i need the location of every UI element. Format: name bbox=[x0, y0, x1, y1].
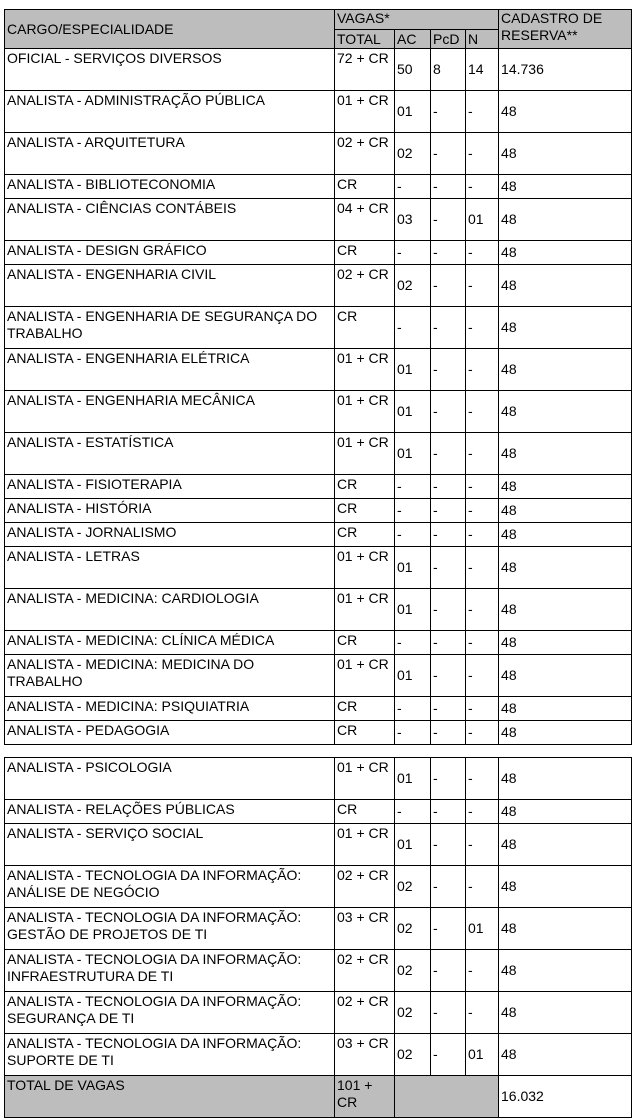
cargo-cell: ANALISTA - MEDICINA: CARDIOLOGIA bbox=[5, 589, 335, 631]
pcd-cell: - bbox=[431, 758, 466, 800]
pcd-cell: - bbox=[431, 824, 466, 866]
vacancy-table-part1 bbox=[4, 9, 632, 745]
cargo-cell: ANALISTA - SERVIÇO SOCIAL bbox=[5, 824, 335, 866]
table-row bbox=[5, 433, 632, 475]
total-cell: CR bbox=[335, 241, 395, 265]
cadastro-cell: 48 bbox=[499, 800, 632, 824]
ac-cell: 01 bbox=[395, 91, 431, 133]
total-cell: 01 + CR bbox=[335, 589, 395, 631]
ac-cell: 02 bbox=[395, 265, 431, 307]
total-cell: 01 + CR bbox=[335, 391, 395, 433]
table-row bbox=[5, 523, 632, 547]
table-row bbox=[5, 307, 632, 349]
cadastro-cell: 48 bbox=[499, 547, 632, 589]
table-row bbox=[5, 992, 632, 1034]
header-ac: AC bbox=[395, 30, 431, 49]
cargo-cell: ANALISTA - DESIGN GRÁFICO bbox=[5, 241, 335, 265]
pcd-cell: - bbox=[431, 631, 466, 655]
pcd-cell: - bbox=[431, 1034, 466, 1076]
table-row bbox=[5, 175, 632, 199]
cadastro-cell: 48 bbox=[499, 391, 632, 433]
pcd-cell: - bbox=[431, 391, 466, 433]
ac-cell: - bbox=[395, 175, 431, 199]
cargo-cell: ANALISTA - JORNALISMO bbox=[5, 523, 335, 547]
header-vagas: VAGAS* bbox=[335, 10, 499, 30]
total-cell: 01 + CR bbox=[335, 547, 395, 589]
table-row bbox=[5, 133, 632, 175]
ac-cell: - bbox=[395, 475, 431, 499]
total-cell: CR bbox=[335, 697, 395, 721]
total-cell: CR bbox=[335, 499, 395, 523]
pcd-cell: - bbox=[431, 523, 466, 547]
cargo-cell: ANALISTA - ARQUITETURA bbox=[5, 133, 335, 175]
cadastro-cell: 48 bbox=[499, 655, 632, 697]
n-cell: - bbox=[466, 655, 499, 697]
cargo-cell: ANALISTA - FISIOTERAPIA bbox=[5, 475, 335, 499]
cadastro-cell: 48 bbox=[499, 133, 632, 175]
cadastro-cell: 48 bbox=[499, 866, 632, 908]
total-cell: 01 + CR bbox=[335, 655, 395, 697]
ac-cell: 02 bbox=[395, 992, 431, 1034]
pcd-cell: - bbox=[431, 241, 466, 265]
pcd-cell: - bbox=[431, 908, 466, 950]
total-cell: CR bbox=[335, 307, 395, 349]
total-cell: CR bbox=[335, 523, 395, 547]
ac-cell: - bbox=[395, 800, 431, 824]
pcd-cell: - bbox=[431, 697, 466, 721]
table-row bbox=[5, 1034, 632, 1076]
header-pcd: PcD bbox=[431, 30, 466, 49]
cadastro-cell: 48 bbox=[499, 175, 632, 199]
total-cell: CR bbox=[335, 721, 395, 745]
table-row bbox=[5, 475, 632, 499]
total-cell: CR bbox=[335, 631, 395, 655]
cadastro-cell: 48 bbox=[499, 241, 632, 265]
n-cell: - bbox=[466, 349, 499, 391]
pcd-cell: - bbox=[431, 349, 466, 391]
total-cell: 02 + CR bbox=[335, 992, 395, 1034]
cadastro-cell: 48 bbox=[499, 950, 632, 992]
cadastro-cell: 48 bbox=[499, 349, 632, 391]
cadastro-cell: 48 bbox=[499, 631, 632, 655]
ac-cell: - bbox=[395, 241, 431, 265]
total-cell: 02 + CR bbox=[335, 133, 395, 175]
ac-cell: 02 bbox=[395, 866, 431, 908]
n-cell: - bbox=[466, 758, 499, 800]
table-row bbox=[5, 91, 632, 133]
cadastro-cell: 48 bbox=[499, 697, 632, 721]
cargo-cell: ANALISTA - RELAÇÕES PÚBLICAS bbox=[5, 800, 335, 824]
cadastro-cell: 48 bbox=[499, 758, 632, 800]
n-cell: - bbox=[466, 721, 499, 745]
ac-cell: 01 bbox=[395, 758, 431, 800]
cargo-cell: ANALISTA - ENGENHARIA DE SEGURANÇA DO TRABALHO bbox=[5, 307, 335, 349]
ac-cell: - bbox=[395, 523, 431, 547]
ac-cell: 02 bbox=[395, 1034, 431, 1076]
n-cell: - bbox=[466, 391, 499, 433]
pcd-cell: - bbox=[431, 950, 466, 992]
total-cell: 02 + CR bbox=[335, 265, 395, 307]
ac-cell: 01 bbox=[395, 433, 431, 475]
total-cell: 02 + CR bbox=[335, 950, 395, 992]
pcd-cell: - bbox=[431, 199, 466, 241]
pcd-cell: - bbox=[431, 721, 466, 745]
cargo-cell: ANALISTA - ENGENHARIA ELÉTRICA bbox=[5, 349, 335, 391]
totals-total: 101 + CR bbox=[335, 1076, 395, 1118]
cargo-cell: ANALISTA - HISTÓRIA bbox=[5, 499, 335, 523]
total-cell: CR bbox=[335, 175, 395, 199]
vacancy-table-part2 bbox=[4, 757, 632, 1118]
n-cell: - bbox=[466, 265, 499, 307]
ac-cell: 01 bbox=[395, 589, 431, 631]
table-row bbox=[5, 241, 632, 265]
cadastro-cell: 48 bbox=[499, 721, 632, 745]
n-cell: - bbox=[466, 824, 499, 866]
ac-cell: 01 bbox=[395, 824, 431, 866]
total-cell: 01 + CR bbox=[335, 824, 395, 866]
ac-cell: 02 bbox=[395, 908, 431, 950]
pcd-cell: - bbox=[431, 91, 466, 133]
table-row bbox=[5, 866, 632, 908]
cargo-cell: ANALISTA - CIÊNCIAS CONTÁBEIS bbox=[5, 199, 335, 241]
cargo-cell: ANALISTA - PEDAGOGIA bbox=[5, 721, 335, 745]
table-row bbox=[5, 49, 632, 91]
cadastro-cell: 48 bbox=[499, 523, 632, 547]
cargo-cell: ANALISTA - MEDICINA: MEDICINA DO TRABALHO bbox=[5, 655, 335, 697]
pcd-cell: - bbox=[431, 589, 466, 631]
totals-row bbox=[5, 1076, 632, 1118]
total-cell: CR bbox=[335, 800, 395, 824]
total-cell: CR bbox=[335, 475, 395, 499]
cargo-cell: ANALISTA - TECNOLOGIA DA INFORMAÇÃO: ANÁLISE DE NEGÓCIO bbox=[5, 866, 335, 908]
header-cargo: CARGO/ESPECIALIDADE bbox=[5, 10, 335, 49]
total-cell: 01 + CR bbox=[335, 349, 395, 391]
ac-cell: 01 bbox=[395, 391, 431, 433]
pcd-cell: - bbox=[431, 265, 466, 307]
n-cell: 01 bbox=[466, 1034, 499, 1076]
cadastro-cell: 48 bbox=[499, 265, 632, 307]
table-row bbox=[5, 758, 632, 800]
total-cell: 04 + CR bbox=[335, 199, 395, 241]
cadastro-cell: 48 bbox=[499, 589, 632, 631]
header-total: TOTAL bbox=[335, 30, 395, 49]
cargo-cell: OFICIAL - SERVIÇOS DIVERSOS bbox=[5, 49, 335, 91]
pcd-cell: - bbox=[431, 307, 466, 349]
table-body-part1 bbox=[5, 49, 632, 745]
ac-cell: - bbox=[395, 631, 431, 655]
cadastro-cell: 48 bbox=[499, 824, 632, 866]
n-cell: - bbox=[466, 800, 499, 824]
cadastro-cell: 14.736 bbox=[499, 49, 632, 91]
ac-cell: 02 bbox=[395, 950, 431, 992]
cargo-cell: ANALISTA - PSICOLOGIA bbox=[5, 758, 335, 800]
ac-cell: 02 bbox=[395, 133, 431, 175]
total-cell: 01 + CR bbox=[335, 758, 395, 800]
total-cell: 02 + CR bbox=[335, 866, 395, 908]
n-cell: 01 bbox=[466, 908, 499, 950]
cadastro-cell: 48 bbox=[499, 91, 632, 133]
table-row bbox=[5, 800, 632, 824]
n-cell: - bbox=[466, 523, 499, 547]
pcd-cell: - bbox=[431, 866, 466, 908]
header-cadastro: CADASTRO DE RESERVA** bbox=[499, 10, 632, 49]
totals-empty-cell bbox=[395, 1076, 499, 1118]
cadastro-cell: 48 bbox=[499, 475, 632, 499]
table-row bbox=[5, 199, 632, 241]
cargo-cell: ANALISTA - TECNOLOGIA DA INFORMAÇÃO: GESTÃO DE PROJETOS DE TI bbox=[5, 908, 335, 950]
table-row bbox=[5, 547, 632, 589]
cargo-cell: ANALISTA - BIBLIOTECONOMIA bbox=[5, 175, 335, 199]
table-row bbox=[5, 697, 632, 721]
ac-cell: 03 bbox=[395, 199, 431, 241]
n-cell: 01 bbox=[466, 199, 499, 241]
table-body-part2 bbox=[5, 758, 632, 1076]
n-cell: - bbox=[466, 133, 499, 175]
cargo-cell: ANALISTA - TECNOLOGIA DA INFORMAÇÃO: SUPORTE DE TI bbox=[5, 1034, 335, 1076]
table-row bbox=[5, 655, 632, 697]
ac-cell: - bbox=[395, 721, 431, 745]
table-row bbox=[5, 824, 632, 866]
n-cell: - bbox=[466, 697, 499, 721]
n-cell: - bbox=[466, 241, 499, 265]
cargo-cell: ANALISTA - ESTATÍSTICA bbox=[5, 433, 335, 475]
ac-cell: 01 bbox=[395, 655, 431, 697]
cargo-cell: ANALISTA - ADMINISTRAÇÃO PÚBLICA bbox=[5, 91, 335, 133]
total-cell: 03 + CR bbox=[335, 908, 395, 950]
cargo-cell: ANALISTA - TECNOLOGIA DA INFORMAÇÃO: SEGURANÇA DE TI bbox=[5, 992, 335, 1034]
cadastro-cell: 48 bbox=[499, 307, 632, 349]
n-cell: - bbox=[466, 631, 499, 655]
ac-cell: - bbox=[395, 499, 431, 523]
table-row bbox=[5, 499, 632, 523]
cargo-cell: ANALISTA - LETRAS bbox=[5, 547, 335, 589]
total-cell: 03 + CR bbox=[335, 1034, 395, 1076]
cadastro-cell: 48 bbox=[499, 499, 632, 523]
ac-cell: 50 bbox=[395, 49, 431, 91]
n-cell: - bbox=[466, 547, 499, 589]
n-cell: - bbox=[466, 950, 499, 992]
table-row bbox=[5, 349, 632, 391]
n-cell: - bbox=[466, 91, 499, 133]
table-row bbox=[5, 950, 632, 992]
table-row bbox=[5, 721, 632, 745]
ac-cell: 01 bbox=[395, 349, 431, 391]
ac-cell: 01 bbox=[395, 547, 431, 589]
n-cell: - bbox=[466, 866, 499, 908]
n-cell: - bbox=[466, 992, 499, 1034]
cargo-cell: ANALISTA - TECNOLOGIA DA INFORMAÇÃO: INFRAESTRUTURA DE TI bbox=[5, 950, 335, 992]
cadastro-cell: 48 bbox=[499, 199, 632, 241]
cadastro-cell: 48 bbox=[499, 433, 632, 475]
cargo-cell: ANALISTA - MEDICINA: CLÍNICA MÉDICA bbox=[5, 631, 335, 655]
n-cell: - bbox=[466, 175, 499, 199]
n-cell: - bbox=[466, 499, 499, 523]
cargo-cell: ANALISTA - MEDICINA: PSIQUIATRIA bbox=[5, 697, 335, 721]
pcd-cell: - bbox=[431, 547, 466, 589]
n-cell: - bbox=[466, 307, 499, 349]
cadastro-cell: 48 bbox=[499, 992, 632, 1034]
pcd-cell: - bbox=[431, 175, 466, 199]
table-row bbox=[5, 631, 632, 655]
cargo-cell: ANALISTA - ENGENHARIA CIVIL bbox=[5, 265, 335, 307]
pcd-cell: - bbox=[431, 800, 466, 824]
table-row bbox=[5, 589, 632, 631]
pcd-cell: - bbox=[431, 655, 466, 697]
totals-cadastro: 16.032 bbox=[499, 1076, 632, 1118]
total-cell: 01 + CR bbox=[335, 433, 395, 475]
pcd-cell: - bbox=[431, 133, 466, 175]
totals-label: TOTAL DE VAGAS bbox=[5, 1076, 335, 1118]
n-cell: 14 bbox=[466, 49, 499, 91]
total-cell: 01 + CR bbox=[335, 91, 395, 133]
n-cell: - bbox=[466, 475, 499, 499]
ac-cell: - bbox=[395, 697, 431, 721]
cadastro-cell: 48 bbox=[499, 1034, 632, 1076]
cadastro-cell: 48 bbox=[499, 908, 632, 950]
pcd-cell: - bbox=[431, 433, 466, 475]
header-n: N bbox=[466, 30, 499, 49]
pcd-cell: - bbox=[431, 475, 466, 499]
table-row bbox=[5, 908, 632, 950]
n-cell: - bbox=[466, 589, 499, 631]
pcd-cell: - bbox=[431, 499, 466, 523]
total-cell: 72 + CR bbox=[335, 49, 395, 91]
cargo-cell: ANALISTA - ENGENHARIA MECÂNICA bbox=[5, 391, 335, 433]
pcd-cell: 8 bbox=[431, 49, 466, 91]
pcd-cell: - bbox=[431, 992, 466, 1034]
table-row bbox=[5, 265, 632, 307]
table-row bbox=[5, 391, 632, 433]
n-cell: - bbox=[466, 433, 499, 475]
ac-cell: - bbox=[395, 307, 431, 349]
